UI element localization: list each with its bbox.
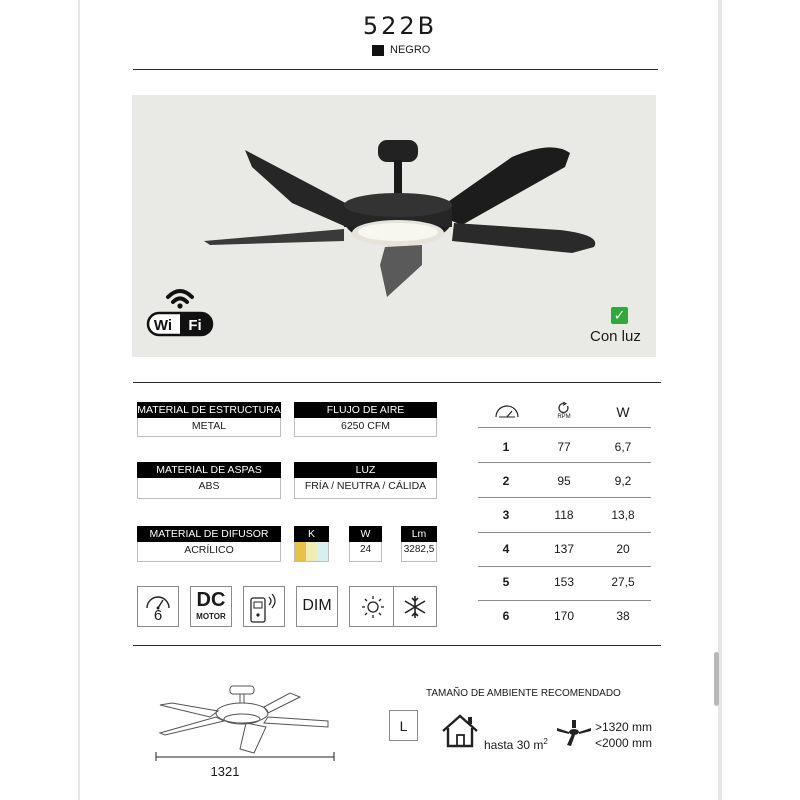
wifi-left-text: Wi	[153, 317, 173, 334]
summer-winter-feature	[349, 586, 437, 627]
neutral-swatch	[306, 542, 317, 561]
spec-blades-title: MATERIAL DE ASPAS	[137, 462, 281, 478]
area-label	[484, 737, 548, 752]
scrollbar-thumb[interactable]	[714, 652, 719, 706]
watts-cell: 20	[616, 542, 630, 556]
watts-header: W	[616, 404, 630, 420]
speed-cell: 2	[502, 474, 510, 488]
table-rule	[478, 462, 651, 463]
light-label: Con luz	[590, 328, 641, 345]
size-letter: L	[399, 718, 408, 734]
speed-cell: 1	[502, 440, 510, 454]
rpm-header: RPM	[557, 414, 571, 420]
rotation-icon	[558, 402, 570, 414]
spec-structure-value: METAL	[137, 418, 281, 437]
rpm-cell: 137	[553, 542, 575, 556]
spec-structure-title: MATERIAL DE ESTRUCTURA	[137, 404, 281, 416]
watts-cell: 6,7	[614, 440, 632, 454]
house-icon	[440, 713, 480, 749]
spec-light-value: FRÍA / NEUTRA / CÁLIDA	[294, 478, 437, 499]
remote-control-icon	[244, 587, 284, 626]
spec-airflow-title: FLUJO DE AIRE	[294, 402, 437, 418]
table-rule	[478, 566, 651, 567]
speeds-count: 6	[153, 607, 163, 624]
watts-title: W	[349, 526, 382, 542]
motor-label: MOTOR	[196, 612, 226, 621]
dc-motor-feature	[190, 586, 232, 627]
area-sup: 2	[543, 737, 548, 746]
rpm-cell: 77	[557, 440, 571, 454]
photo-divider	[133, 382, 661, 383]
room-title: TAMAÑO DE AMBIENTE RECOMENDADO	[426, 688, 621, 699]
ceiling-fan-height-icon	[555, 718, 593, 748]
table-rule	[478, 600, 651, 601]
watts-cell: 13,8	[611, 508, 635, 522]
wifi-right-text: Fi	[188, 317, 202, 334]
kelvin-swatches	[294, 542, 329, 562]
speed-cell: 4	[502, 542, 510, 556]
check-icon: ✓	[611, 307, 628, 324]
specs-divider	[133, 645, 661, 646]
lumen-value: 3282,5	[401, 542, 437, 562]
wifi-icon	[146, 283, 214, 339]
speed-cell: 6	[502, 609, 510, 623]
height-max: <2000 mm	[595, 736, 653, 750]
rpm-cell: 170	[553, 609, 575, 623]
dim-label: DIM	[302, 597, 332, 614]
season-divider	[393, 587, 394, 626]
size-box	[389, 710, 418, 741]
area-text: hasta 30 m	[484, 738, 544, 752]
cold-swatch	[317, 542, 328, 561]
model-title: 522B	[362, 12, 438, 40]
watts-cell: 27,5	[611, 575, 635, 589]
watts-value: 24	[349, 542, 382, 562]
speed-cell: 3	[502, 508, 510, 522]
watts-cell: 9,2	[614, 474, 632, 488]
fan-line-drawing	[150, 683, 340, 761]
header-divider	[133, 69, 658, 70]
watts-cell: 38	[616, 609, 630, 623]
color-name: NEGRO	[390, 44, 431, 56]
rpm-cell: 118	[554, 508, 574, 522]
height-min: >1320 mm	[595, 720, 653, 734]
dimmable-feature	[296, 586, 338, 627]
snowflake-icon	[395, 587, 435, 626]
spec-light-title: LUZ	[294, 462, 437, 478]
page-left-edge	[78, 0, 80, 800]
table-rule	[478, 532, 651, 533]
remote-feature	[243, 586, 285, 627]
spec-airflow-value: 6250 CFM	[294, 418, 437, 437]
spec-diffuser-title: MATERIAL DE DIFUSOR	[137, 526, 281, 542]
table-rule	[478, 427, 651, 428]
rpm-cell: 95	[557, 474, 571, 488]
speeds-feature	[137, 586, 179, 627]
speed-cell: 5	[502, 575, 510, 589]
kelvin-title: K	[294, 526, 329, 542]
color-swatch	[372, 45, 384, 56]
lumen-title: Lm	[401, 526, 437, 542]
spec-blades-value: ABS	[137, 478, 281, 499]
diameter-label: 1321	[210, 764, 240, 779]
table-rule	[478, 497, 651, 498]
rpm-cell: 153	[553, 575, 575, 589]
dc-label: DC	[196, 589, 226, 611]
spec-diffuser-value: ACRÍLICO	[137, 542, 281, 562]
warm-swatch	[295, 542, 306, 561]
speed-gauge-icon	[494, 403, 520, 419]
sun-icon	[352, 587, 392, 626]
